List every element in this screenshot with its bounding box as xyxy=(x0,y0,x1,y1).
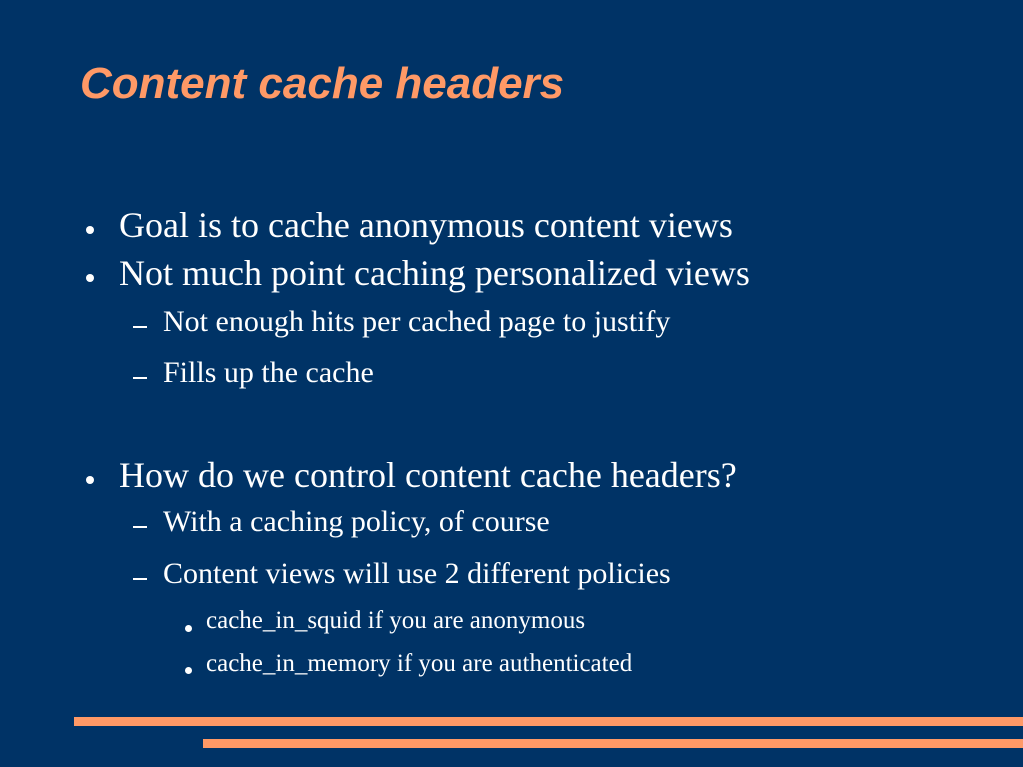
dash-icon xyxy=(133,326,147,328)
bullet-item-3: How do we control content cache headers? xyxy=(119,455,737,495)
bullet-dot-icon xyxy=(185,625,192,632)
sub-item-4: Content views will use 2 different policies xyxy=(163,557,671,590)
accent-rule-bottom xyxy=(203,739,1023,748)
bullet-dot-icon xyxy=(185,667,192,674)
sub-sub-item-1: cache_in_squid if you are anonymous xyxy=(206,607,586,634)
sub-sub-item-2: cache_in_memory if you are authenticated xyxy=(206,650,633,677)
dash-icon xyxy=(133,377,147,379)
bullet-dot-icon xyxy=(86,274,94,282)
bullet-item-1: Goal is to cache anonymous content views xyxy=(119,205,733,245)
dash-icon xyxy=(133,578,147,580)
bullet-dot-icon xyxy=(86,226,94,234)
sub-item-2: Fills up the cache xyxy=(163,356,374,389)
dash-icon xyxy=(133,526,147,528)
bullet-item-2: Not much point caching personalized views xyxy=(119,253,750,293)
accent-rule-top xyxy=(74,717,1023,726)
sub-item-3: With a caching policy, of course xyxy=(163,505,550,538)
slide-title: Content cache headers xyxy=(80,59,565,108)
sub-item-1: Not enough hits per cached page to justify xyxy=(163,305,671,338)
bullet-dot-icon xyxy=(86,476,94,484)
